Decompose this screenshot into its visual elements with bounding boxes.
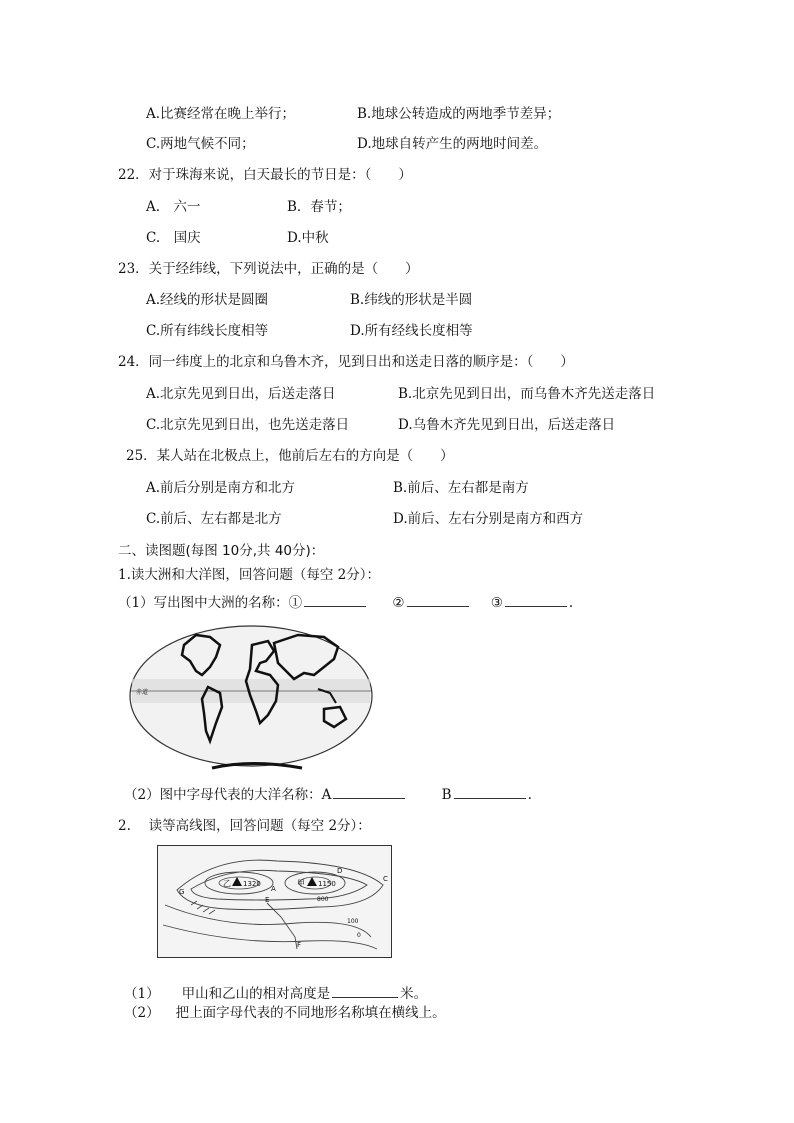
q2-stem: 2. 读等高线图，回答问题（每空 2分）： — [118, 818, 371, 834]
peak-yi-height: 1320 — [243, 880, 261, 888]
q1-part2 — [124, 786, 532, 804]
q22-option-b: B．春节； — [287, 199, 351, 215]
section2-heading: 二、读图题(每图 10分,共 40分)： — [118, 543, 325, 559]
q1-part1-mark2: ② — [392, 595, 405, 611]
q22-option-a: A. 六一 — [146, 199, 201, 215]
answer-blank-3[interactable] — [505, 594, 567, 607]
q2-part1 — [124, 985, 427, 1003]
answer-blank-b[interactable] — [454, 786, 526, 799]
q25-option-d: D.前后、左右分别是南方和西方 — [393, 511, 584, 527]
contour-0: 0 — [357, 932, 361, 939]
q21-option-d: D.地球自转产生的两地时间差。 — [357, 136, 548, 152]
q22-option-c: C. 国庆 — [146, 230, 201, 246]
q1-part2-mark-b: B — [441, 787, 452, 803]
q21-option-c: C.两地气候不同； — [146, 136, 255, 152]
q21-option-a: A.比赛经常在晚上举行； — [146, 106, 296, 122]
q25-option-b: B.前后、左右都是南方 — [393, 480, 529, 496]
q23-option-b: B.纬线的形状是半圆 — [350, 292, 473, 308]
q1-stem: 1.读大洲和大洋图，回答问题（每空 2分）： — [118, 567, 381, 583]
peak-yi-label: 乙 — [223, 879, 231, 888]
answer-blank-height[interactable] — [332, 985, 398, 998]
label-c: C — [383, 875, 388, 883]
world-map — [128, 623, 374, 775]
q24-option-b: B.北京先见到日出，而乌鲁木齐先送走落日 — [398, 386, 656, 402]
answer-blank-1[interactable] — [304, 594, 366, 607]
q24-option-c: C.北京先见到日出，也先送走落日 — [146, 417, 350, 433]
q2-part2-num: （2） — [124, 1005, 160, 1021]
q24-option-d: D.乌鲁木齐先见到日出，后送走落日 — [398, 417, 616, 433]
q2-part1-text: 甲山和乙山的相对高度是 — [181, 986, 331, 1002]
q1-part1 — [118, 594, 573, 612]
label-e: E — [265, 896, 270, 904]
q1-part1-prefix: （1）写出图中大洲的名称：① — [118, 595, 303, 611]
q1-part2-end: . — [527, 787, 532, 803]
q21-option-b: B.地球公转造成的两地季节差异； — [357, 106, 561, 122]
q1-part1-mark3: ③ — [490, 595, 503, 611]
q23-option-c: C.所有纬线长度相等 — [146, 323, 269, 339]
contour-100: 100 — [347, 918, 359, 925]
q23-stem: 23．关于经纬线，下列说法中，正确的是（ ） — [118, 261, 419, 277]
answer-blank-a[interactable] — [333, 786, 405, 799]
q25-option-a: A.前后分别是南方和北方 — [146, 480, 296, 496]
q24-option-a: A.北京先见到日出，后送走落日 — [146, 386, 336, 402]
label-f: F — [297, 941, 302, 949]
q22-option-d: D.中秋 — [287, 230, 329, 246]
q22-stem: 22．对于珠海来说，白天最长的节日是：（ ） — [118, 167, 412, 183]
q1-part2-prefix: （2）图中字母代表的大洋名称：A — [124, 787, 332, 803]
q25-option-c: C.前后、左右都是北方 — [146, 511, 282, 527]
label-d: D — [337, 867, 343, 875]
peak-jia-label: 甲 — [297, 879, 305, 888]
q2-part2 — [124, 1004, 446, 1022]
peak-jia-height: 1150 — [318, 880, 336, 888]
q23-option-d: D.所有经线长度相等 — [350, 323, 473, 339]
q24-stem: 24．同一纬度上的北京和乌鲁木齐，见到日出和送走日落的顺序是：（ ） — [118, 354, 574, 370]
contour-800: 800 — [317, 896, 329, 903]
q25-stem: 25．某人站在北极点上，他前后左右的方向是（ ） — [126, 448, 454, 464]
contour-map — [157, 845, 392, 958]
q23-option-a: A.经线的形状是圆圈 — [146, 292, 269, 308]
label-g: G — [179, 888, 185, 896]
q2-part1-unit: 米。 — [400, 986, 428, 1002]
q1-part1-end: . — [568, 595, 574, 611]
q2-part2-text: 把上面字母代表的不同地形名称填在横线上。 — [175, 1005, 446, 1021]
label-a: A — [271, 885, 276, 893]
q2-part1-num: （1） — [124, 986, 160, 1002]
answer-blank-2[interactable] — [407, 594, 469, 607]
equator-label: 赤道 — [136, 689, 149, 696]
